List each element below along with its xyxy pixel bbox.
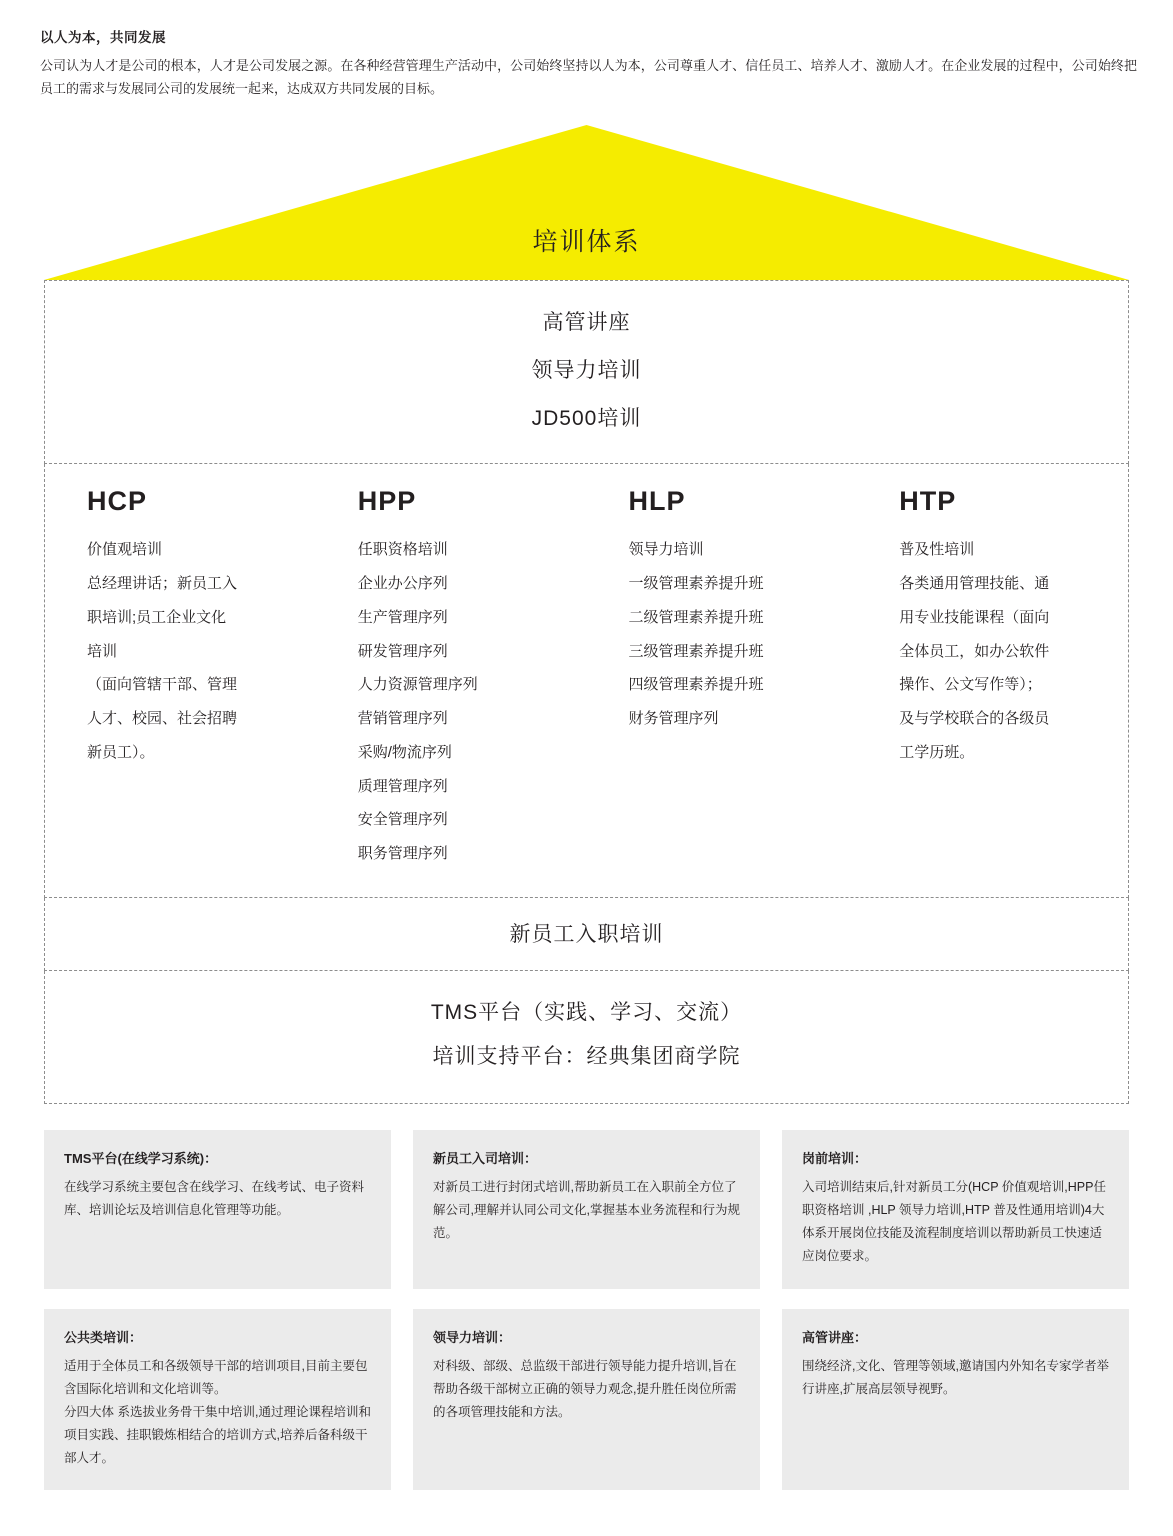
pillar-line: 操作、公文写作等）； xyxy=(899,676,1042,694)
pillar-line: 安全管理序列 xyxy=(357,811,448,829)
pillar-line: 总经理讲话；新员工入 xyxy=(87,575,238,593)
pillar-line: 职务管理序列 xyxy=(357,845,448,863)
top-band-line: JD500培训 xyxy=(531,407,642,431)
pillar-title: HLP xyxy=(628,486,686,517)
pillar-line: 营销管理序列 xyxy=(357,710,448,728)
pillar-line: 一级管理素养提升班 xyxy=(628,575,764,593)
notes-grid xyxy=(44,1130,1129,1490)
pillar-hcp xyxy=(45,486,316,871)
pillar-line: 二级管理素养提升班 xyxy=(628,608,764,626)
pillar-line: 领导力培训 xyxy=(628,541,704,559)
pillar-line: 培训 xyxy=(87,642,118,660)
mid-band-label: 新员工入职培训 xyxy=(509,922,664,946)
pillar-line: 采购/物流序列 xyxy=(357,743,452,761)
pillar-htp xyxy=(857,486,1128,871)
pillar-line: 质理管理序列 xyxy=(357,777,448,795)
note-card xyxy=(782,1130,1129,1289)
pillar-title: HPP xyxy=(357,486,417,517)
pillar-title: HTP xyxy=(899,486,957,517)
note-title: 领导力培训： xyxy=(433,1329,512,1345)
note-body: 在线学习系统主要包含在线学习、在线考试、电子资料库、培训论坛及培训信息化管理等功能。 xyxy=(64,1180,365,1218)
pillar-line: 职培训;员工企业文化 xyxy=(87,608,227,626)
note-card xyxy=(782,1309,1129,1491)
top-band-line: 高管讲座 xyxy=(542,310,631,334)
top-band xyxy=(44,280,1129,465)
pillar-hlp xyxy=(587,486,858,871)
base-band xyxy=(44,971,1129,1104)
pillar-title: HCP xyxy=(87,486,148,517)
note-title: 高管讲座： xyxy=(802,1329,868,1345)
pillar-line: 三级管理素养提升班 xyxy=(628,642,764,660)
pillar-line: 企业办公序列 xyxy=(357,575,448,593)
intro-body: 公司认为人才是公司的根本，人才是公司发展之源。在各种经营管理生产活动中，公司始终坚持以人为本，公司尊重人才、信任员工、培养人才、激励人才。在企业发展的过程中，公司始终把员工的需求与发展同公司的发展统一起来，达成双方共同发展的目标。 xyxy=(40,58,1137,96)
pillars-band xyxy=(44,464,1129,898)
pillar-line: 生产管理序列 xyxy=(357,608,448,626)
note-body: 对新员工进行封闭式培训,帮助新员工在入职前全方位了解公司,理解并认同公司文化,掌握基本业务流程和行为规范。 xyxy=(433,1180,740,1241)
note-title: 岗前培训： xyxy=(802,1151,868,1167)
pillar-line: 及与学校联合的各级员 xyxy=(899,710,1050,728)
pillar-line: 全体员工，如办公软件 xyxy=(899,642,1050,660)
intro-title: 以人为本，共同发展 xyxy=(40,30,166,45)
roof-label: 培训体系 xyxy=(532,227,641,256)
pillar-line: 任职资格培训 xyxy=(357,541,448,559)
note-card xyxy=(44,1309,391,1491)
base-band-line: 培训支持平台：经典集团商学院 xyxy=(432,1044,741,1068)
base-band-line: TMS平台（实践、学习、交流） xyxy=(430,1000,743,1024)
pillar-line: 人力资源管理序列 xyxy=(357,676,478,694)
pillar-line: 研发管理序列 xyxy=(357,642,448,660)
note-card xyxy=(413,1130,760,1289)
pillar-hpp xyxy=(316,486,587,871)
pillar-line: 工学历班。 xyxy=(899,743,975,761)
diagram-roof xyxy=(44,125,1129,280)
top-band-line: 领导力培训 xyxy=(531,358,642,382)
pillar-line: 用专业技能课程（面向 xyxy=(899,608,1050,626)
pillar-line: （面向管辖干部、管理 xyxy=(87,676,238,694)
pillar-line: 人才、校园、社会招聘 xyxy=(87,710,238,728)
intro-section xyxy=(0,0,1173,101)
pillar-line: 普及性培训 xyxy=(899,541,975,559)
note-body: 围绕经济,文化、管理等领域,邀请国内外知名专家学者举行讲座,扩展高层领导视野。 xyxy=(802,1358,1109,1396)
pillar-line: 价值观培训 xyxy=(87,541,163,559)
note-title: 公共类培训： xyxy=(64,1329,143,1345)
note-title: 新员工入司培训： xyxy=(433,1151,538,1167)
pillar-line: 四级管理素养提升班 xyxy=(628,676,764,694)
pillar-line: 财务管理序列 xyxy=(628,710,719,728)
note-body: 对科级、部级、总监级干部进行领导能力提升培训,旨在帮助各级干部树立正确的领导力观念,提升胜任岗位所需的各项管理技能和方法。 xyxy=(433,1358,737,1419)
mid-band xyxy=(44,898,1129,971)
note-card xyxy=(413,1309,760,1491)
note-title: TMS平台(在线学习系统)： xyxy=(64,1151,218,1167)
pillar-line: 新员工）。 xyxy=(87,743,155,761)
pillar-line: 各类通用管理技能、通 xyxy=(899,575,1050,593)
note-body: 入司培训结束后,针对新员工分(HCP 价值观培训,HPP任职资格培训 ,HLP 领导力培训,HTP 普及性通用培训)4大体系开展岗位技能及流程制度培训以帮助新员工快速适应岗位要求。 xyxy=(802,1180,1106,1264)
note-card xyxy=(44,1130,391,1289)
note-body: 适用于全体员工和各级领导干部的培训项目,目前主要包含国际化培训和文化培训等。 分四大体 系选拔业务骨干集中培训,通过理论课程培训和项目实践、挂职锻炼相结合的培训方式,培养后备科级干部人才。 xyxy=(64,1358,371,1466)
training-system-diagram xyxy=(44,125,1129,1105)
